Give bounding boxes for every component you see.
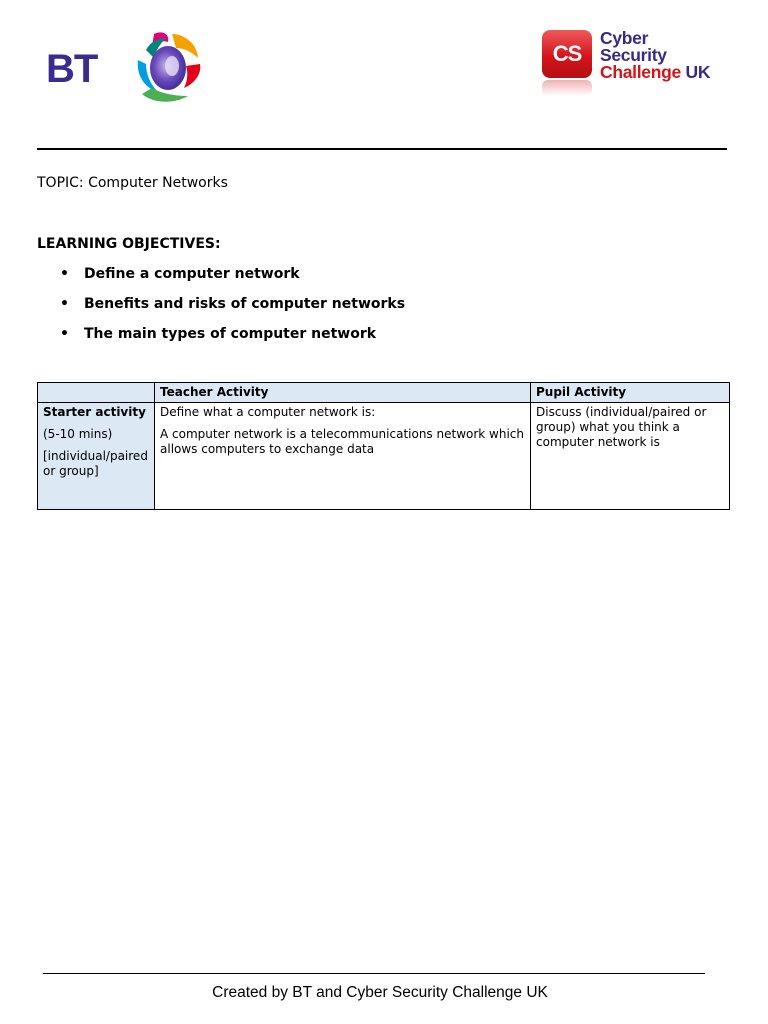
csc-logo [540, 28, 740, 98]
topic-line: TOPIC: Computer Networks [37, 175, 228, 191]
activity-table [37, 382, 730, 510]
header-cell-teacher-activity: Teacher Activity [155, 383, 531, 403]
footer-credit: Created by BT and Cyber Security Challenge UK [212, 984, 548, 1001]
header-cell-pupil-activity: Pupil Activity [531, 383, 730, 403]
csc-logo-uk-word: UK [685, 62, 711, 82]
bt-logo [46, 30, 206, 106]
pupil-activity-cell [531, 403, 730, 510]
csc-logo-badge-text: CS [552, 41, 582, 66]
teacher-activity-cell [155, 403, 531, 510]
stage-grouping: [individual/paired or group] [43, 449, 148, 478]
bullet-icon: • [60, 266, 69, 282]
stage-duration: (5-10 mins) [43, 427, 113, 441]
header-divider [37, 148, 727, 150]
table-row [38, 403, 730, 510]
footer-divider [43, 973, 705, 974]
objective-item [60, 266, 300, 282]
teacher-activity-prompt: Define what a computer network is: [160, 405, 376, 419]
table-header-row [38, 383, 730, 403]
csc-logo-line-challenge [600, 64, 710, 81]
stage-cell [38, 403, 155, 510]
bt-piper-globe-icon [46, 30, 206, 106]
pupil-activity-text: Discuss (individual/paired or group) what you think a computer network is [536, 405, 707, 449]
csc-logo-challenge-word: Challenge [600, 62, 681, 82]
bt-logo-text: BT [46, 47, 98, 91]
teacher-activity-definition: A computer network is a telecommunications network which allows computers to exchange data [160, 427, 525, 456]
objective-text: Benefits and risks of computer networks [84, 296, 406, 312]
objective-item [60, 296, 405, 312]
csc-logo-reflection [542, 80, 592, 96]
stage-name: Starter activity [43, 405, 146, 419]
learning-objectives-heading: LEARNING OBJECTIVES: [37, 236, 221, 252]
bullet-icon: • [60, 296, 69, 312]
bullet-icon: • [60, 326, 69, 342]
csc-logo-line-cyber: Cyber [600, 28, 649, 48]
objective-text: Define a computer network [84, 266, 300, 282]
objective-item [60, 326, 376, 342]
csc-logo-line-security: Security [600, 45, 667, 65]
objective-text: The main types of computer network [84, 326, 377, 342]
header-cell-stage [38, 383, 155, 403]
